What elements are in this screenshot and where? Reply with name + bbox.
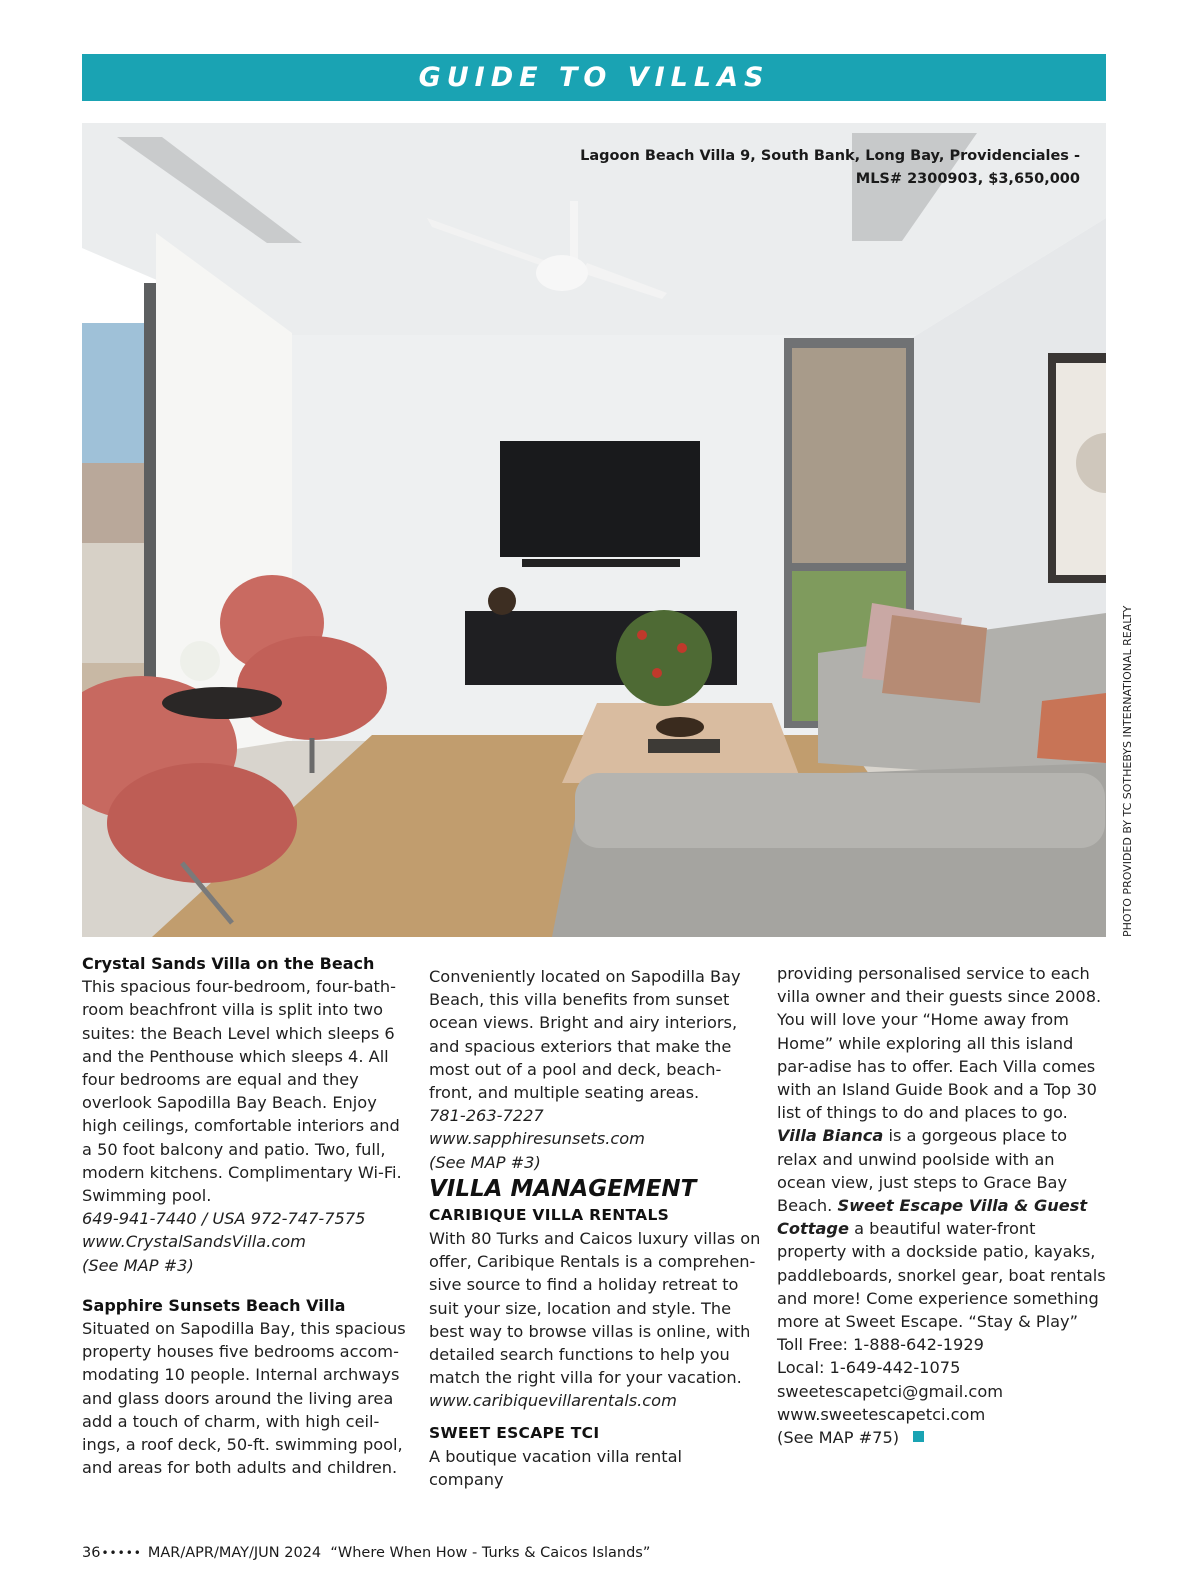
sweet-escape-body-a: providing personalised service to each villa owner and their guests since 2008. You will love your “Home away from Home” while exploring all this island par-adise has to offer. Each Villa comes with an Island Guide Book and a Top 30 list of things to do and places to go. (777, 964, 1102, 1123)
page-number: 36 (82, 1545, 101, 1561)
sweet-escape-map-line (777, 1426, 1107, 1449)
crystal-sands-web: www.CrystalSandsVilla.com (82, 1232, 306, 1252)
crystal-sands-title: Crystal Sands Villa on the Beach (82, 954, 375, 973)
living-room-illustration (82, 123, 1106, 937)
footer-dots: ••••• (101, 1546, 142, 1560)
caption-line-2: MLS# 2300903, $3,650,000 (855, 171, 1080, 187)
sweet-escape-title: SWEET ESCAPE TCI (429, 1423, 600, 1442)
villa-bianca-name: Villa Bianca (777, 1126, 884, 1146)
sweet-escape-email: sweetescapetci@gmail.com (777, 1381, 1003, 1401)
sapphire-sunsets-body-b: Conveniently located on Sapodilla Bay Beach, this villa benefits from sunset ocean views. Bright and airy interiors, and spacious exteriors that make the most out of a pool and deck, beach-front, and multiple seating areas. (429, 967, 741, 1103)
sweet-escape-local: Local: 1-649-442-1075 (777, 1358, 961, 1378)
banner-title: GUIDE TO VILLAS (418, 62, 770, 93)
sapphire-sunsets-contact: 781-263-7227 www.sapphiresunsets.com (429, 1106, 645, 1149)
crystal-sands-phone: 649-941-7440 / USA 972-747-7575 (82, 1209, 366, 1229)
page-footer (82, 1545, 650, 1561)
footer-publication: “Where When How - Turks & Caicos Islands” (330, 1545, 651, 1561)
photo-credit-text: PHOTO PROVIDED BY TC SOTHEBYS INTERNATIONAL REALTY (1121, 605, 1134, 937)
sapphire-sunsets-map: (See MAP #3) (429, 1152, 541, 1172)
crystal-sands-map: (See MAP #3) (82, 1255, 194, 1275)
sweet-escape-body (777, 962, 1107, 1333)
caribique-web: www.caribiquevillarentals.com (429, 1391, 677, 1411)
caribique-body: With 80 Turks and Caicos luxury villas on offer, Caribique Rentals is a comprehen-sive source to find a holiday retreat to suit your size, location and style. The best way to browse villas is online, with detailed search functions to help you match the right villa for your vacation. (429, 1229, 761, 1388)
section-banner (82, 54, 1106, 101)
photo-caption (580, 145, 1080, 191)
villa-management-heading: VILLA MANAGEMENT (429, 1175, 697, 1202)
end-of-article-square-icon (913, 1431, 924, 1442)
sweet-escape-intro: A boutique vacation villa rental company (429, 1446, 683, 1490)
sapphire-sunsets-body-a: Situated on Sapodilla Bay, this spacious property houses five bedrooms accom-modating 10 people. Internal archways and glass doors around the living area add a touch of charm, with high ceil-ings, a roof deck, 50-ft. swimming pool, and areas for both adults and children. (82, 1319, 406, 1478)
crystal-sands-body: This spacious four-bedroom, four-bath-room beachfront villa is split into two suites: the Beach Level which sleeps 6 and the Penthouse which sleeps 4. All four bedrooms are equal and they overlook Sapodilla Bay Beach. Enjoy high ceilings, comfortable interiors and a 50 foot balcony and patio. Two, full, modern kitchens. Complimentary Wi-Fi. Swimming pool. (82, 977, 402, 1206)
column-3 (777, 962, 1107, 1449)
sweet-escape-villa-name: Sweet Escape Villa & Guest Cottage (777, 1196, 1088, 1239)
caribique-title: CARIBIQUE VILLA RENTALS (429, 1205, 670, 1224)
column-1 (82, 952, 412, 1479)
sweet-escape-body-c: a beautiful water-front property with a dockside patio, kayaks, paddleboards, snorkel gear, boat rentals and more! Come experience something more at Sweet Escape. “Stay & Play” (777, 1219, 1106, 1332)
column-2 (429, 965, 761, 1491)
sweet-escape-web: www.sweetescapetci.com (777, 1404, 986, 1424)
sweet-escape-toll-free: Toll Free: 1-888-642-1929 (777, 1335, 984, 1355)
villa-living-room-photo (82, 123, 1106, 937)
caption-line-1: Lagoon Beach Villa 9, South Bank, Long Bay, Providenciales - (580, 148, 1080, 164)
footer-issue: MAR/APR/MAY/JUN 2024 (147, 1545, 322, 1561)
sapphire-sunsets-title: Sapphire Sunsets Beach Villa (82, 1295, 346, 1315)
sweet-escape-map: (See MAP #75) (777, 1428, 900, 1448)
sweet-escape-body-b: is a gorgeous place to relax and unwind poolside with an ocean view, just steps to Grace Bay Beach. (777, 1126, 1068, 1216)
